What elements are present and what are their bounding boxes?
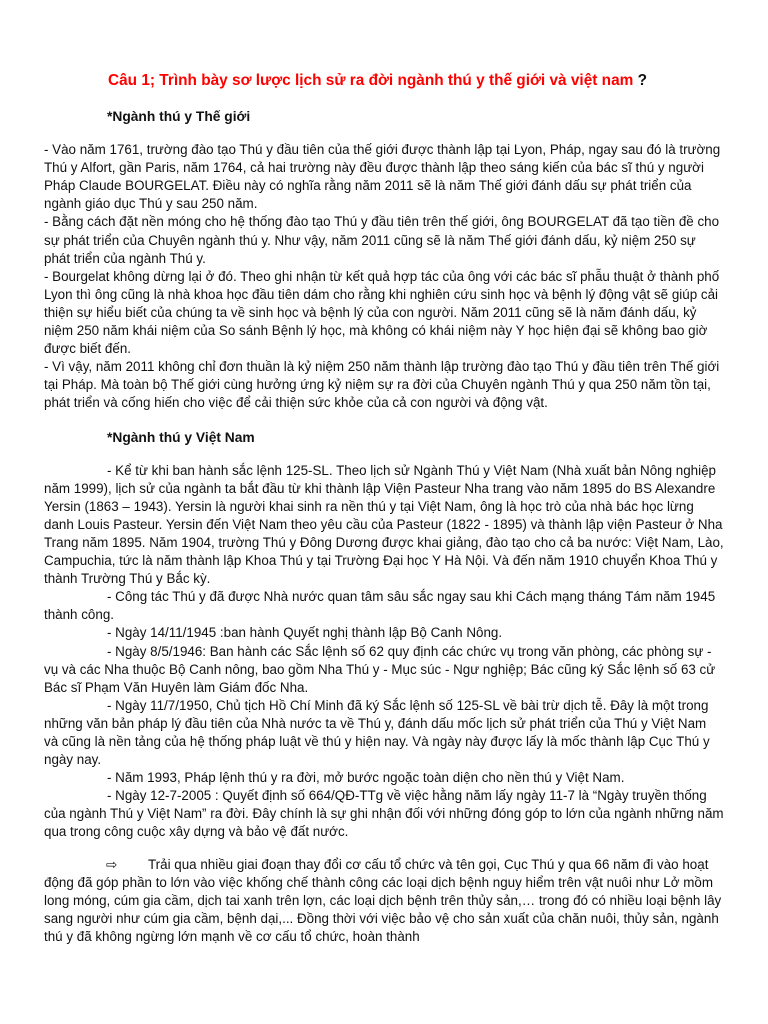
section-heading-vietnam: *Ngành thú y Việt Nam xyxy=(107,429,255,445)
paragraph: - Ngày 12-7-2005 : Quyết định số 664/QĐ-TTg về việc hằng năm lấy ngày 11-7 là “Ngày truyền thống của ngành Thú y Việt Nam” ra đời. Đây chính là sự ghi nhận đối với những đóng góp to lớn của ngành những năm qua trong công cuộc xây dựng và bảo vệ đất nước. xyxy=(44,788,724,840)
page-title xyxy=(44,70,724,92)
closing-text: Trải qua nhiều giai đoạn thay đổi cơ cấu tổ chức và tên gọi, Cục Thú y qua 66 năm đi vào hoạt động đã góp phần to lớn vào việc khống chế thành công các loại dịch bệnh nguy hiểm trên vật nuôi như Lở mồm long móng, cúm gia cầm, dịch tai xanh trên lợn, các loại dịch bệnh trên thủy sản,… trong đó có nhiều loại bệnh lây sang người như cúm gia cầm, bệnh dại,... Đồng thời với việc bảo vệ cho sản xuất của chăn nuôi, thủy sản, ngành thú y đã không ngừng lớn mạnh về cơ cấu tổ chức, hoàn thành xyxy=(44,856,722,944)
paragraph: - Kể từ khi ban hành sắc lệnh 125-SL. Theo lịch sử Ngành Thú y Việt Nam (Nhà xuất bản Nông nghiệp năm 1999), lịch sử của ngành ta bắt đầu từ khi thành lập Viện Pasteur Nha trang vào năm 1895 do BS Alexandre Yersin (1863 – 1943). Yersin là người khai sinh ra nền thú y tại Việt Nam, ông là học trò của nhà bác học lừng danh Louis Pasteur. Yersin đến Việt Nam theo yêu cầu của Pasteur (1822 - 1895) và thành lập viện Pasteur ở Nha Trang năm 1895. Năm 1904, trường Thú y Đông Dương được khai giảng, đào tạo cho cả ba nước: Việt Nam, Lào, Campuchia, tức là năm thành lập Khoa Thú y tại Trường Đại học Y Hà Nội. Và đến năm 1910 chuyển Khoa Thú y thành Trường Thú y Bắc kỳ. xyxy=(44,462,724,587)
paragraph: - Vì vậy, năm 2011 không chỉ đơn thuần là kỷ niệm 250 năm thành lập trường đào tạo Thú y đầu tiên trên Thế giới tại Pháp. Mà toàn bộ Thế giới cùng hưởng ứng kỷ niệm sự ra đời của Chuyên ngành Thú y qua 250 năm tồn tại, phát triển và cống hiến cho việc để cải thiện sức khỏe của cả con người và động vật. xyxy=(44,359,720,411)
closing-paragraph xyxy=(44,856,724,946)
paragraph: - Công tác Thú y đã được Nhà nước quan tâm sâu sắc ngay sau khi Cách mạng tháng Tám năm 1945 thành công. xyxy=(44,589,716,623)
document-page xyxy=(44,70,724,946)
section-heading-world: *Ngành thú y Thế giới xyxy=(107,109,251,124)
paragraph: - Năm 1993, Pháp lệnh thú y ra đời, mở bước ngoặc toàn diện cho nền thú y Việt Nam. xyxy=(107,770,625,786)
paragraph: - Ngày 11/7/1950, Chủ tịch Hồ Chí Minh đã ký Sắc lệnh số 125-SL về bài trừ dịch tễ. Đây là một trong những văn bản pháp lý đầu tiên của Nhà nước ta về Thú y, đánh dấu mốc lịch sử phát triển của Thú y Việt Nam và cũng là nền tảng của hệ thống pháp luật về thú y hiện nay. Và ngày này được lấy là mốc thành lập Cục Thú y ngày nay. xyxy=(44,697,710,768)
paragraph: - Bằng cách đặt nền móng cho hệ thống đào tạo Thú y đầu tiên trên thế giới, ông BOURGELAT đã tạo tiền đề cho sự phát triển của Chuyên ngành thú y. Như vậy, năm 2011 cũng sẽ là năm Thế giới đánh dấu, kỷ niệm 250 sự phát triển của ngành Thú y. xyxy=(44,214,720,266)
title-text: Câu 1; Trình bày sơ lược lịch sử ra đời ngành thú y thế giới và việt nam xyxy=(108,72,634,89)
paragraph: - Ngày 8/5/1946: Ban hành các Sắc lệnh số 62 quy định các chức vụ trong văn phòng, các phòng sự - vụ và các Nha thuộc Bộ Canh nông, bao gồm Nha Thú y - Mục súc - Ngư nghiệp; Bác cũng ký Sắc lệnh số 63 cử Bác sĩ Phạm Văn Huyên làm Giám đốc Nha. xyxy=(44,643,716,695)
paragraph: - Vào năm 1761, trường đào tạo Thú y đầu tiên của thế giới được thành lập tại Lyon, Pháp, ngay sau đó là trường Thú y Alfort, gần Paris, năm 1764, cả hai trường này đều được thành lập theo sáng kiến của bác sĩ thú y người Pháp Claude BOURGELAT. Điều này có nghĩa rằng năm 2011 sẽ là năm Thế giới đánh dấu sự phát triển của ngành giáo dục Thú y sau 250 năm. xyxy=(44,142,721,212)
title-suffix: ? xyxy=(633,72,648,89)
section-vietnam xyxy=(44,462,724,946)
paragraph: - Bourgelat không dừng lại ở đó. Theo ghi nhận từ kết quả hợp tác của ông với các bác sĩ phẫu thuật ở thành phố Lyon thì ông cũng là nhà khoa học đầu tiên dám cho rằng khi nghiên cứu sinh học và bệnh lý động vật sẽ giúp cải thiện sự hiểu biết của chúng ta về sinh học và bệnh lý của con người. Năm 2011 cũng sẽ là năm đánh dấu, kỷ niệm 250 năm khái niệm của So sánh Bệnh lý học, mà không có khái niệm này Y học hiện đại sẽ không bao giờ được biết đến. xyxy=(44,268,720,357)
arrow-right-icon: ⇨ xyxy=(106,856,118,872)
paragraph: - Ngày 14/11/1945 :ban hành Quyết nghị thành lập Bộ Canh Nông. xyxy=(107,625,503,641)
section-world xyxy=(44,141,724,412)
